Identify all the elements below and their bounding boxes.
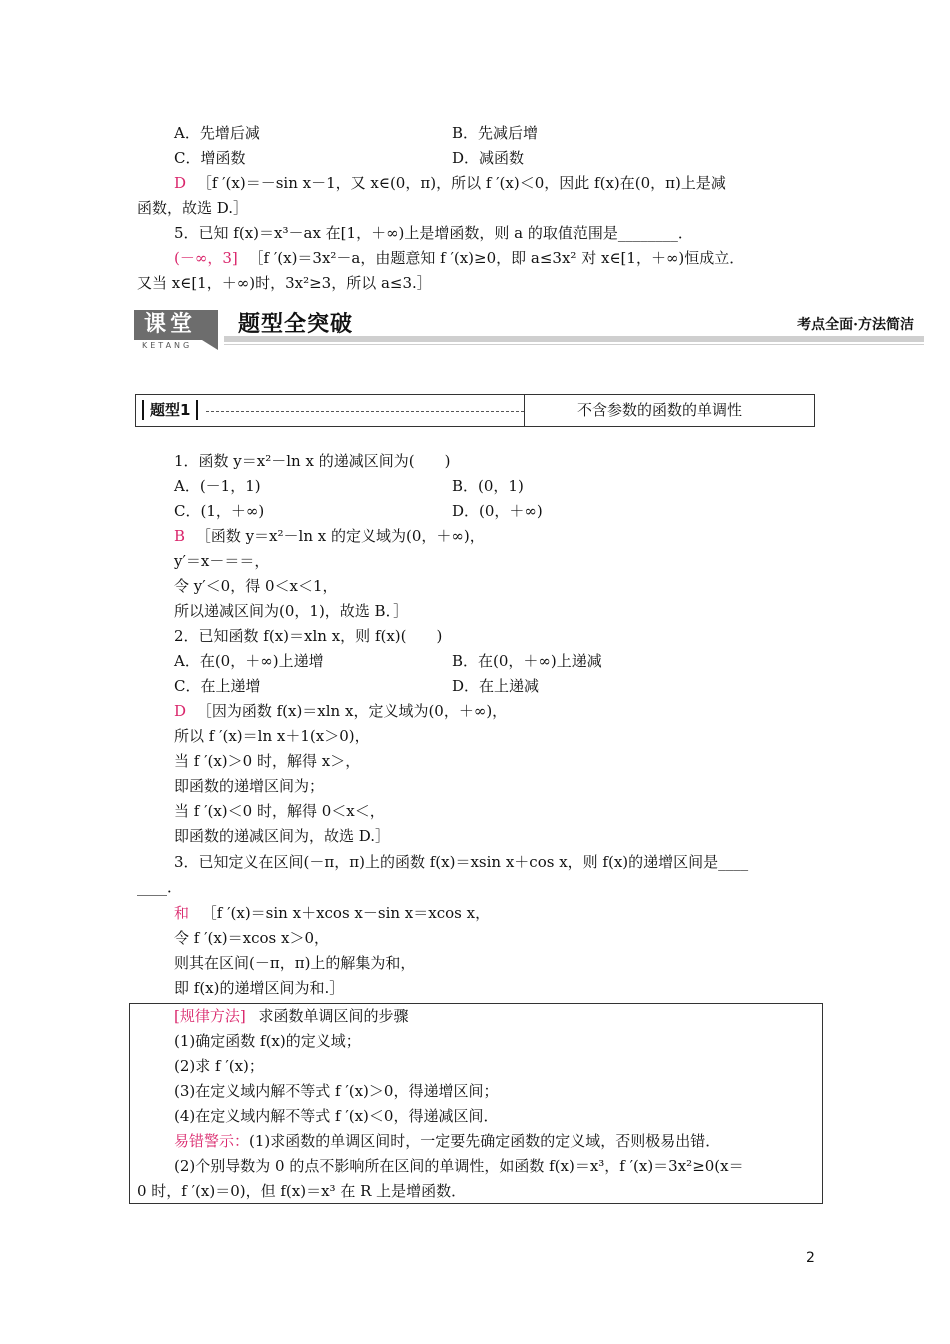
type-separator [524, 395, 525, 426]
q3-question-line2: ____． [137, 878, 183, 896]
warning-text-2: (2)个别导数为 0 的点不影响所在区间的单调性，如函数 f(x)＝x³，f ′(x)＝3x²≥0(x＝ [174, 1157, 744, 1175]
warning-label: 易错警示： [174, 1132, 250, 1150]
q4-option-a: A．先增后减 [174, 124, 260, 142]
method-label: [规律方法] [174, 1007, 246, 1025]
q1-answer-text: ［函数 y＝x²－ln x 的定义域为(0，＋∞)， [195, 527, 485, 545]
q1-answer-line [174, 526, 485, 546]
q3-answer-line4: 即 f(x)的递增区间为和.］ [174, 979, 345, 997]
section-banner [134, 308, 926, 352]
q1-option-c: C．(1，＋∞) [174, 502, 265, 520]
method-step-1: (1)确定函数 f(x)的定义域； [174, 1032, 361, 1050]
q5-answer-line2: 又当 x∈[1，＋∞)时，3x²≥3，所以 a≤3.］ [137, 274, 432, 292]
warning-text-1: (1)求函数的单调区间时，一定要先确定函数的定义域，否则极易出错． [249, 1132, 721, 1150]
banner-tag: 课堂 [144, 312, 197, 337]
banner-rule-thin [224, 344, 924, 345]
warning-line [174, 1131, 720, 1151]
q3-answer-line2: 令 f ′(x)＝xcos x＞0， [174, 929, 330, 947]
q2-answer-line3: 当 f ′(x)＞0 时，解得 x＞， [174, 752, 361, 770]
q2-option-c: C．在上递增 [174, 677, 261, 695]
q1-option-b: B．(0，1) [452, 477, 524, 495]
q2-answer-line4: 即函数的递增区间为； [174, 777, 325, 795]
q2-option-d: D．在上递减 [452, 677, 540, 695]
q4-answer-line [174, 173, 726, 193]
page-number: 2 [806, 1250, 815, 1266]
q2-answer-line6: 即函数的递减区间为，故选 D.］ [174, 827, 391, 845]
q2-answer-label: D [174, 702, 187, 720]
method-step-2: (2)求 f ′(x)； [174, 1057, 264, 1075]
q3-answer-text: ［f ′(x)＝sin x＋xcos x－sin x＝xcos x， [201, 904, 491, 922]
q2-option-a: A．在(0，＋∞)上递增 [174, 652, 324, 670]
banner-tag-sub: KETANG [142, 341, 193, 350]
banner-tag-tail [202, 340, 218, 350]
q2-answer-line [174, 701, 507, 721]
q5-answer-text: ［f ′(x)＝3x²－a，由题意知 f ′(x)≥0，即 a≤3x² 对 x∈[1，＋∞)恒成立． [248, 249, 745, 267]
q4-answer-line2: 函数，故选 D.］ [137, 199, 249, 217]
q2-answer-text: ［因为函数 f(x)＝xln x，定义域为(0，＋∞)， [196, 702, 508, 720]
method-heading [174, 1006, 409, 1026]
q3-answer-label: 和 [174, 904, 190, 922]
q1-option-a: A．(－1，1) [174, 477, 261, 495]
q1-answer-line4: 所以递减区间为(0，1)，故选 B．］ [174, 602, 409, 620]
q4-option-d: D．减函数 [452, 149, 525, 167]
q4-answer-label: D [174, 174, 187, 192]
q1-answer-label: B [174, 527, 186, 545]
q5-answer-label: (－∞，3] [174, 249, 238, 267]
q2-question: 2．已知函数 f(x)＝xln x，则 f(x)( ) [174, 627, 443, 645]
q3-question: 3．已知定义在区间(－π，π)上的函数 f(x)＝xsin x＋cos x，则 f(x)的递增区间是____ [174, 853, 749, 871]
q3-answer-line3: 则其在区间(－π，π)上的解集为和， [174, 954, 416, 972]
type-tag: 题型1 [142, 400, 198, 420]
q5-question: 5．已知 f(x)＝x³－ax 在[1，＋∞)上是增函数，则 a 的取值范围是________． [174, 224, 693, 242]
method-step-3: (3)在定义域内解不等式 f ′(x)＞0，得递增区间； [174, 1082, 499, 1100]
type-dash-line [206, 411, 524, 412]
banner-right-text: 考点全面·方法简洁 [791, 314, 914, 334]
q1-answer-line3: 令 y′＜0，得 0＜x＜1， [174, 577, 338, 595]
method-step-4: (4)在定义域内解不等式 f ′(x)＜0，得递减区间． [174, 1107, 499, 1125]
q2-option-b: B．在(0，＋∞)上递减 [452, 652, 602, 670]
q4-answer-text: ［f ′(x)＝－sin x－1，又 x∈(0，π)，所以 f ′(x)＜0，因此 f(x)在(0，π)上是减 [196, 174, 726, 192]
q5-answer-line [174, 248, 744, 268]
q2-answer-line5: 当 f ′(x)＜0 时，解得 0＜x＜， [174, 802, 385, 820]
warning-text-2b: 0 时，f ′(x)＝0)，但 f(x)＝x³ 在 R 上是增函数． [137, 1182, 467, 1200]
q2-answer-line2: 所以 f ′(x)＝ln x＋1(x＞0)， [174, 727, 370, 745]
q4-option-c: C．增函数 [174, 149, 246, 167]
q1-option-d: D．(0，＋∞) [452, 502, 543, 520]
q4-option-b: B．先减后增 [452, 124, 539, 142]
method-title: 求函数单调区间的步骤 [258, 1007, 409, 1025]
q1-answer-line2: y′＝x－＝＝， [174, 552, 270, 570]
banner-title: 题型全突破 [238, 312, 354, 337]
type-name: 不含参数的函数的单调性 [577, 401, 743, 419]
q3-answer-line [174, 903, 490, 923]
q1-question: 1．函数 y＝x²－ln x 的递减区间为( ) [174, 452, 451, 470]
type-header-box [135, 394, 815, 427]
